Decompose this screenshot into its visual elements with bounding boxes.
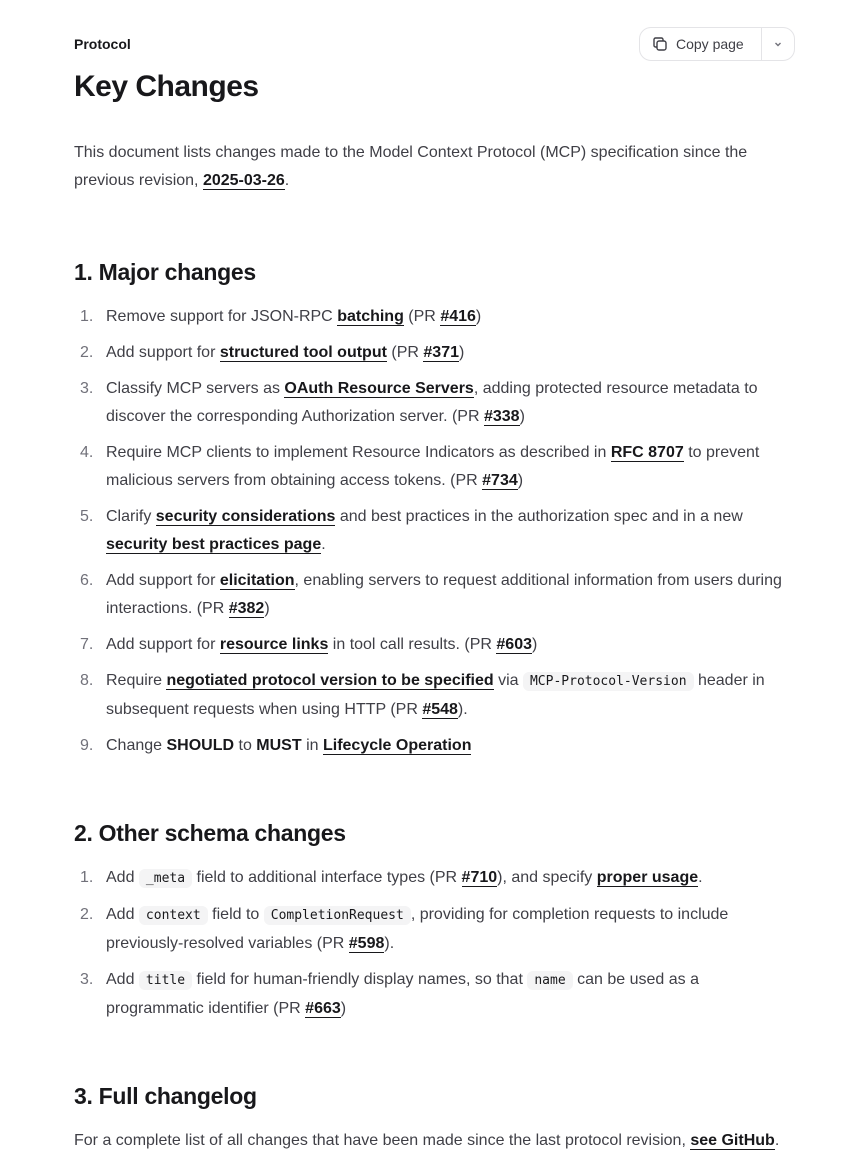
schema-changes-list	[74, 864, 796, 1023]
schema-changes-heading: 2. Other schema changes	[74, 820, 346, 846]
item-number: 2.	[80, 344, 94, 361]
item-number: 2.	[80, 906, 94, 923]
list-item	[74, 864, 796, 893]
item-text: ).	[457, 701, 468, 718]
item-text: header in subsequent requests when using HTTP (PR	[106, 672, 765, 718]
changelog-text: For a complete list of all changes that have been made since the last protocol revision,	[74, 1132, 691, 1149]
item-number: 7.	[80, 636, 94, 653]
chevron-down-icon	[773, 39, 783, 49]
list-item	[74, 303, 796, 331]
item-text: (PR	[403, 308, 441, 325]
batching-link[interactable]: batching	[337, 308, 404, 325]
pr-link[interactable]: #598	[348, 935, 385, 952]
item-text: )	[532, 636, 538, 653]
item-text: .	[698, 869, 703, 886]
item-text: Clarify	[106, 508, 156, 525]
item-text: )	[517, 472, 524, 489]
item-text: Add	[106, 869, 139, 886]
security-considerations-link[interactable]: security considerations	[155, 508, 336, 525]
item-number: 3.	[80, 971, 94, 988]
section-label: Protocol	[74, 36, 131, 52]
list-item	[74, 339, 796, 367]
intro-text-end: .	[284, 172, 290, 189]
item-text: Require	[106, 672, 167, 689]
oauth-resource-servers-link[interactable]: OAuth Resource Servers	[284, 380, 474, 397]
intro-paragraph	[74, 139, 796, 195]
item-text: Add support for	[106, 572, 220, 589]
item-text: Require MCP clients to implement Resource Indicators as described in	[106, 444, 611, 461]
item-text: to prevent malicious servers from obtaining access tokens. (PR	[106, 444, 760, 489]
main-content	[74, 139, 796, 1155]
item-number: 5.	[80, 508, 94, 525]
protocol-version-link[interactable]: negotiated protocol version to be specified	[166, 672, 494, 689]
item-text: , providing for completion requests to include previously-resolved variables (PR	[106, 906, 729, 952]
inline-code: title	[139, 971, 192, 990]
item-text: and best practices in the authorization spec and in a new	[335, 508, 743, 525]
changelog-text-end: .	[774, 1132, 780, 1149]
list-item	[74, 567, 796, 623]
pr-link[interactable]: #338	[483, 408, 520, 425]
item-text: to	[234, 737, 257, 754]
proper-usage-link[interactable]: proper usage	[596, 869, 699, 886]
list-item	[74, 901, 796, 958]
structured-tool-output-link[interactable]: structured tool output	[219, 344, 387, 361]
inline-code: CompletionRequest	[264, 906, 411, 925]
item-text: Classify MCP servers as	[106, 380, 285, 397]
list-item	[74, 375, 796, 431]
item-text: .	[321, 536, 326, 553]
item-text: )	[519, 408, 525, 425]
keyword-must: MUST	[256, 737, 302, 754]
item-text: , enabling servers to request additional information from users during interactions. (PR	[106, 572, 782, 617]
item-text: Add	[106, 971, 139, 988]
pr-link[interactable]: #371	[423, 344, 459, 361]
security-best-practices-link[interactable]: security best practices page	[106, 536, 322, 553]
item-number: 3.	[80, 380, 94, 397]
list-item	[74, 503, 796, 559]
copy-page-button[interactable]	[640, 28, 762, 60]
revision-link[interactable]: 2025-03-26	[202, 172, 285, 189]
list-item	[74, 732, 796, 760]
pr-link[interactable]: #663	[305, 1000, 341, 1017]
intro-text: This document lists changes made to the Model Context Protocol (MCP) specification since the previous revision,	[74, 144, 748, 189]
see-github-link[interactable]: see GitHub	[690, 1132, 775, 1149]
item-text: in	[301, 737, 323, 754]
item-text: via	[493, 672, 523, 689]
item-text: field for human-friendly display names, so that	[192, 971, 528, 988]
item-number: 9.	[80, 737, 94, 754]
item-text: )	[475, 308, 482, 325]
pr-link[interactable]: #416	[440, 308, 476, 325]
full-changelog-heading: 3. Full changelog	[74, 1083, 257, 1109]
item-number: 4.	[80, 444, 94, 461]
item-text: field to additional interface types (PR	[192, 869, 462, 886]
lifecycle-operation-link[interactable]: Lifecycle Operation	[322, 737, 472, 754]
item-text: ), and specify	[497, 869, 597, 886]
item-text: , adding protected resource metadata to discover the corresponding Authorization server. (PR	[106, 380, 758, 425]
item-text: (PR	[386, 344, 424, 361]
list-item	[74, 631, 796, 659]
item-number: 6.	[80, 572, 94, 589]
item-text: )	[264, 600, 270, 617]
list-item	[74, 667, 796, 724]
major-changes-heading: 1. Major changes	[74, 259, 256, 285]
inline-code: MCP-Protocol-Version	[523, 672, 694, 691]
item-text: in tool call results. (PR	[328, 636, 497, 653]
inline-code: name	[527, 971, 572, 990]
copy-icon	[652, 36, 668, 52]
item-number: 1.	[80, 308, 94, 325]
list-item	[74, 439, 796, 495]
pr-link[interactable]: #603	[496, 636, 532, 653]
page-title: Key Changes	[74, 70, 259, 103]
item-text: Change	[106, 737, 167, 754]
item-text: field to	[207, 906, 264, 923]
pr-link[interactable]: #548	[422, 701, 458, 718]
pr-link[interactable]: #710	[461, 869, 498, 886]
item-text: )	[340, 1000, 347, 1017]
inline-code: _meta	[139, 869, 192, 888]
item-text: )	[458, 344, 465, 361]
item-text: Add support for	[106, 636, 220, 653]
pr-link[interactable]: #382	[228, 600, 265, 617]
copy-page-control	[639, 27, 795, 61]
keyword-should: SHOULD	[166, 737, 235, 754]
pr-link[interactable]: #734	[482, 472, 518, 489]
inline-code: context	[139, 906, 208, 925]
changelog-paragraph	[74, 1127, 796, 1155]
item-number: 1.	[80, 869, 94, 886]
item-text: Remove support for JSON-RPC	[106, 308, 338, 325]
resource-links-link[interactable]: resource links	[219, 636, 329, 653]
item-number: 8.	[80, 672, 94, 689]
rfc-8707-link[interactable]: RFC 8707	[610, 444, 684, 461]
item-text: can be used as a programmatic identifier (PR	[106, 971, 699, 1017]
major-changes-list	[74, 303, 796, 760]
copy-page-label: Copy page	[676, 36, 744, 52]
elicitation-link[interactable]: elicitation	[219, 572, 295, 589]
copy-options-button[interactable]	[762, 28, 794, 60]
item-text: Add support for	[106, 344, 220, 361]
list-item	[74, 966, 796, 1023]
item-text: ).	[384, 935, 395, 952]
item-text: Add	[106, 906, 139, 923]
